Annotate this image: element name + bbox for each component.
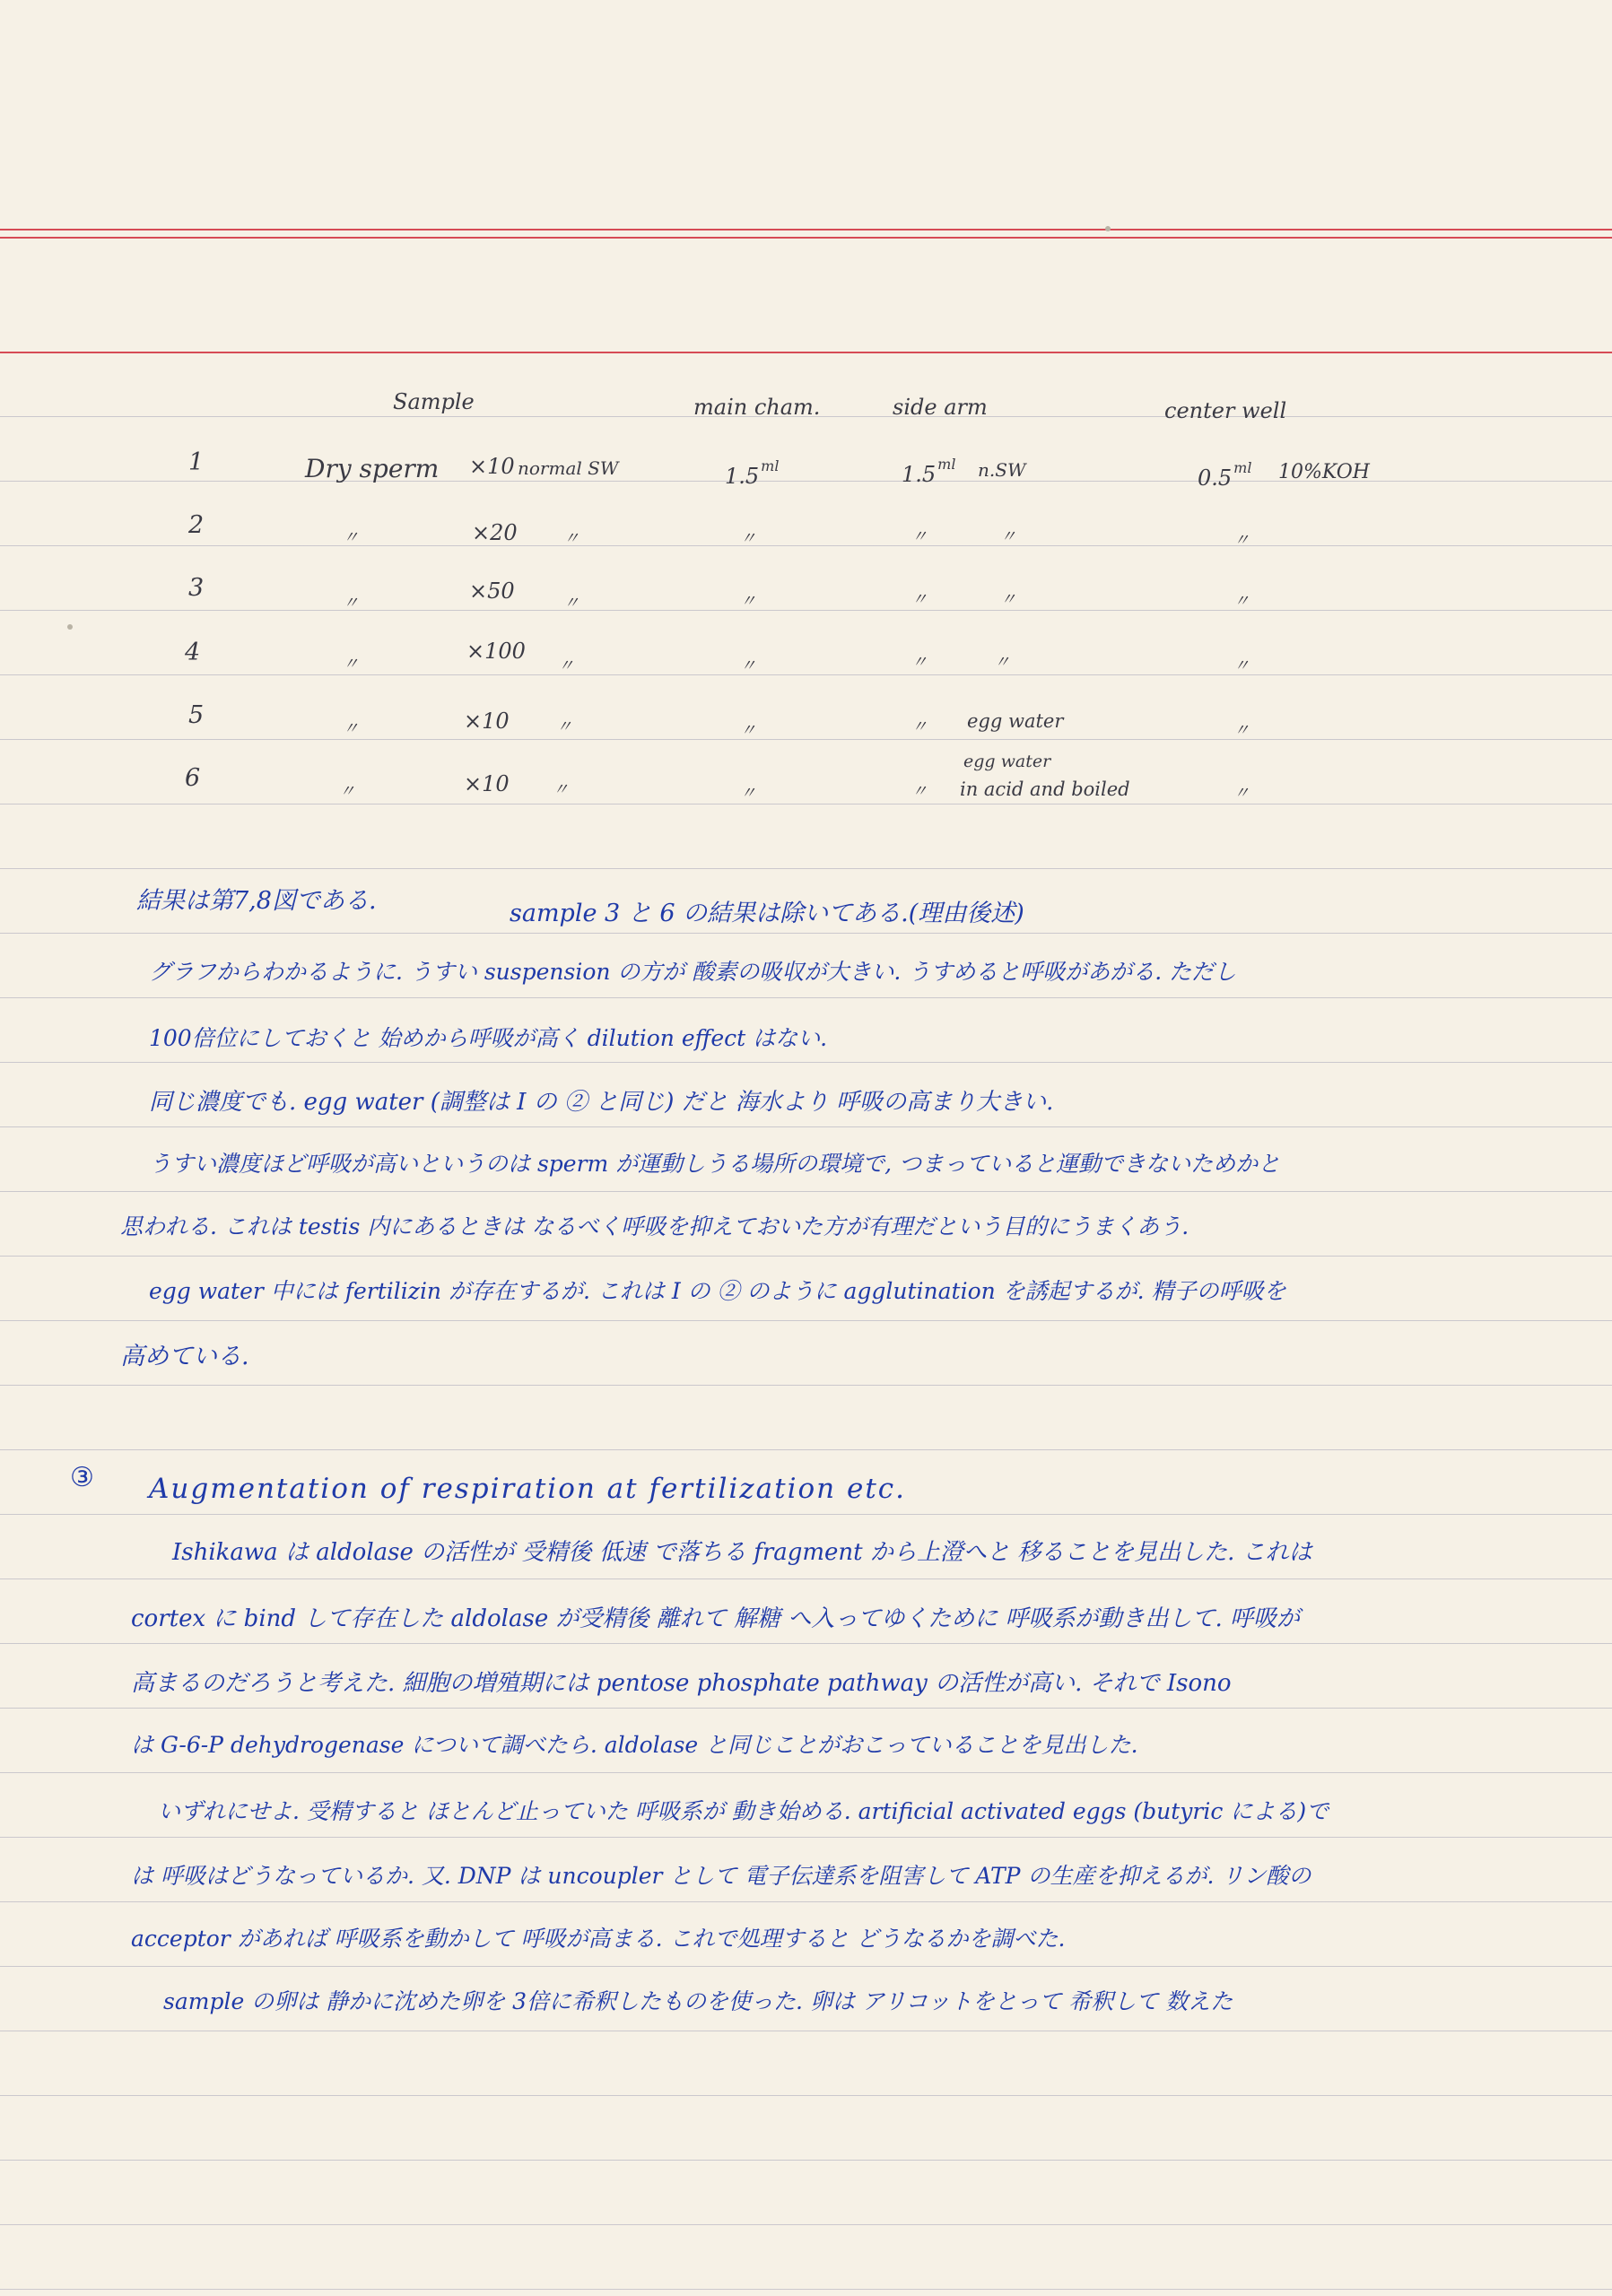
section-3-line-7: acceptor があれば 呼吸系を動かして 呼吸が高まる. これで処理すると どうなるかを調べた. [131, 1926, 1066, 1952]
row-4-dilution: ×100 [466, 639, 526, 664]
row-4-main: 〃 [740, 657, 756, 675]
paper-speck [67, 624, 73, 630]
row-2-medium: 〃 [563, 529, 579, 548]
row-6-medium: 〃 [553, 780, 569, 799]
row-2-main: 〃 [740, 529, 756, 548]
row-4-center: 〃 [1233, 657, 1250, 675]
row-6-number: 6 [185, 764, 201, 792]
row-3-dilution: ×50 [469, 578, 515, 604]
row-1-dilution: ×10 [469, 454, 515, 479]
row-5-center: 〃 [1233, 721, 1250, 740]
red-margin-line-top-2 [0, 237, 1612, 239]
header-main-chamber: main cham. [693, 395, 821, 420]
section-3-line-4: は G-6-P dehydrogenase について調べたら. aldolase と同じことがおこっていることを見出した. [131, 1732, 1138, 1758]
row-1-side-medium: n.SW [978, 459, 1026, 481]
section-3-line-3: 高まるのだろうと考えた. 細胞の増殖期には pentose phosphate pathway の活性が高い. それで Isono [131, 1670, 1232, 1697]
results-line-1b: sample 3 と 6 の結果は除いてある.(理由後述) [510, 900, 1024, 927]
row-4-medium: 〃 [558, 657, 574, 675]
results-line-3: 100倍位にしておくと 始めから呼吸が高く dilution effect はない. [149, 1025, 828, 1051]
section-3-line-8: sample の卵は 静かに沈めた卵を 3倍に希釈したものを使った. 卵は アリコットをとって 希釈して 数えた [163, 1988, 1233, 2014]
section-3-number: ③ [70, 1462, 94, 1493]
section-3-heading: Augmentation of respiration at fertilization etc. [149, 1473, 906, 1505]
section-3-line-1: Ishikawa は aldolase の活性が 受精後 低速 で落ちる fragment から上澄へと 移ることを見出した. これは [172, 1539, 1312, 1566]
row-5-side-medium: egg water [967, 710, 1064, 732]
red-margin-line-top-3 [0, 352, 1612, 353]
row-1-main: 1.5 $^{ml}$ [725, 457, 780, 489]
row-5-side: 〃 [911, 718, 928, 736]
row-3-main: 〃 [740, 592, 756, 611]
row-2-dilution: ×20 [472, 520, 518, 545]
row-3-medium: 〃 [563, 594, 579, 613]
row-5-dilution: ×10 [464, 709, 510, 734]
row-2-side-medium: 〃 [1000, 527, 1016, 546]
row-4-side-medium: 〃 [994, 653, 1010, 672]
row-5-main: 〃 [740, 721, 756, 740]
header-center-well: center well [1164, 398, 1287, 423]
row-2-sample: 〃 [343, 528, 359, 547]
row-3-side-medium: 〃 [1000, 590, 1016, 609]
row-6-center: 〃 [1233, 784, 1250, 803]
row-1-center-medium: 10%KOH [1278, 461, 1370, 483]
header-side-arm: side arm [893, 395, 988, 420]
results-line-2: グラフからわかるように. うすい suspension の方が 酸素の吸収が大きい. うすめると呼吸があがる. ただし [149, 959, 1237, 985]
row-6-main: 〃 [740, 784, 756, 803]
row-1-center: 0.5 $^{ml}$ [1198, 459, 1252, 491]
row-3-sample: 〃 [343, 594, 359, 613]
red-margin-line-top-1 [0, 229, 1612, 230]
results-line-4: 同じ濃度でも. egg water (調整は I の ② と同じ) だと 海水より 呼吸の高まり大きい. [149, 1089, 1054, 1116]
results-line-1a: 結果は第7,8図である. [136, 887, 377, 915]
section-3-line-5: いずれにせよ. 受精すると ほとんど止っていた 呼吸系が 動き始める. artificial activated eggs (butyric による)で [158, 1798, 1329, 1824]
row-3-number: 3 [188, 574, 205, 602]
row-5-medium: 〃 [556, 718, 572, 736]
results-line-6: 思われる. これは testis 内にあるときは なるべく呼吸を抑えておいた方が有理だという目的にうまくあう. [120, 1213, 1189, 1239]
row-1-number: 1 [188, 448, 205, 476]
row-4-sample: 〃 [343, 655, 359, 674]
row-2-side: 〃 [911, 527, 928, 546]
row-1-medium: normal SW [518, 457, 619, 479]
row-3-center: 〃 [1233, 592, 1250, 611]
row-6-sample: 〃 [339, 782, 355, 801]
results-line-8: 高めている. [120, 1343, 249, 1370]
header-sample: Sample [393, 389, 475, 414]
row-1-sample: Dry sperm [305, 454, 440, 483]
row-2-number: 2 [188, 511, 205, 539]
section-3-line-6: は 呼吸はどうなっているか. 又. DNP は uncoupler として 電子伝達系を阻害して ATP の生産を抑えるが. リン酸の [131, 1863, 1311, 1889]
row-3-side: 〃 [911, 590, 928, 609]
paper-speck [1105, 226, 1111, 231]
row-1-side: 1.5 $^{ml}$ [902, 456, 956, 487]
row-6-side-medium-2: in acid and boiled [960, 778, 1130, 800]
results-line-5: うすい濃度ほど呼吸が高いというのは sperm が運動しうる場所の環境で, つまっていると運動できないためかと [149, 1151, 1281, 1177]
row-6-side-medium-1: egg water [963, 752, 1051, 771]
results-line-7: egg water 中には fertilizin が存在するが. これは I の ② のように agglutination を誘起するが. 精子の呼吸を [149, 1278, 1286, 1304]
row-6-dilution: ×10 [464, 771, 510, 796]
row-6-side: 〃 [911, 782, 928, 801]
row-5-number: 5 [188, 701, 205, 729]
row-4-number: 4 [185, 639, 201, 666]
row-2-center: 〃 [1233, 531, 1250, 550]
row-4-side: 〃 [911, 653, 928, 672]
row-5-sample: 〃 [343, 719, 359, 738]
section-3-line-2: cortex に bind して存在した aldolase が受精後 離れて 解糖 へ入ってゆくために 呼吸系が動き出して. 呼吸が [131, 1605, 1301, 1632]
